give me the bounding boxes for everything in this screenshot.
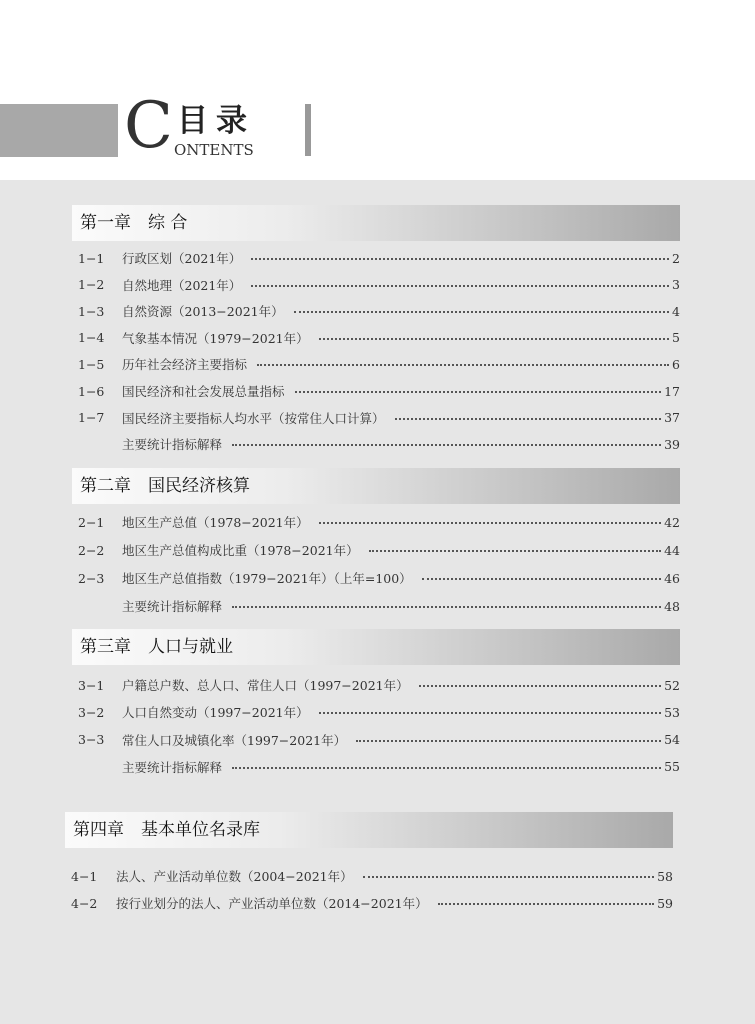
chapter-heading: 第一章 综 合	[72, 205, 680, 241]
toc-leader-dots	[319, 522, 661, 524]
toc-entry-page: 17	[664, 383, 680, 399]
toc-entry-page: 53	[664, 704, 680, 720]
toc-entry-page: 44	[664, 542, 680, 558]
contents-logo	[124, 89, 324, 163]
toc-entry[interactable]	[78, 248, 680, 268]
toc-entry-number: 1−7	[78, 410, 105, 426]
toc-entry-page: 2	[672, 250, 680, 266]
toc-entry[interactable]	[78, 354, 680, 374]
toc-entry-number: 4−2	[71, 895, 98, 911]
toc-entry[interactable]	[78, 328, 680, 348]
toc-entry-page: 52	[664, 677, 680, 693]
toc-entry-title: 自然地理（2021年）	[122, 277, 242, 293]
toc-entry-page: 5	[672, 330, 680, 346]
toc-leader-dots	[295, 391, 662, 393]
toc-entry-title: 按行业划分的法人、产业活动单位数（2014−2021年）	[116, 896, 428, 911]
toc-entry-page: 54	[664, 732, 680, 748]
toc-entry-title: 主要统计指标解释	[122, 437, 223, 453]
toc-entry-title: 法人、产业活动单位数（2004−2021年）	[116, 869, 353, 884]
toc-leader-dots	[251, 285, 669, 287]
toc-entry[interactable]	[78, 757, 680, 777]
toc-entry-page: 59	[657, 895, 673, 911]
toc-entry-title: 主要统计指标解释	[122, 599, 223, 614]
toc-entry-number: 2−1	[78, 514, 105, 530]
toc-entry-page: 4	[672, 303, 680, 319]
toc-leader-dots	[251, 258, 669, 260]
toc-leader-dots	[363, 876, 654, 878]
logo-letter-c: C	[124, 89, 173, 163]
toc-entry-page: 6	[672, 356, 680, 372]
toc-entry[interactable]	[78, 702, 680, 722]
toc-entry[interactable]	[78, 568, 680, 588]
toc-entry-page: 3	[672, 277, 680, 293]
toc-entry-title: 常住人口及城镇化率（1997−2021年）	[122, 732, 347, 748]
toc-entry-number: 3−3	[78, 732, 105, 748]
toc-entry[interactable]	[78, 301, 680, 321]
toc-leader-dots	[232, 767, 661, 769]
toc-entry[interactable]	[78, 512, 680, 532]
toc-leader-dots	[369, 550, 661, 552]
chapter-heading: 第二章 国民经济核算	[72, 468, 680, 504]
toc-leader-dots	[438, 903, 654, 905]
toc-entry[interactable]	[78, 434, 680, 454]
toc-leader-dots	[419, 685, 661, 687]
toc-entry[interactable]	[78, 381, 680, 401]
toc-leader-dots	[356, 740, 661, 742]
toc-entry[interactable]	[78, 596, 680, 616]
header-gray-tab	[0, 104, 118, 157]
toc-entry-number: 4−1	[71, 868, 98, 884]
toc-entry[interactable]	[71, 866, 673, 886]
toc-leader-dots	[319, 338, 669, 340]
logo-bar	[305, 104, 311, 156]
toc-leader-dots	[294, 311, 669, 313]
toc-entry-title: 国民经济和社会发展总量指标	[122, 384, 285, 399]
toc-leader-dots	[422, 578, 661, 580]
toc-leader-dots	[257, 364, 669, 366]
toc-entry-number: 1−3	[78, 303, 105, 319]
toc-entry-title: 行政区划（2021年）	[122, 251, 242, 266]
toc-leader-dots	[232, 606, 661, 608]
chapter-heading: 第四章 基本单位名录库	[65, 812, 673, 848]
toc-entry[interactable]	[78, 730, 680, 750]
toc-entry-title: 气象基本情况（1979−2021年）	[122, 330, 309, 346]
page-title-english: ONTENTS	[174, 141, 254, 159]
toc-leader-dots	[395, 418, 662, 420]
toc-entry-number: 3−2	[78, 704, 105, 720]
toc-leader-dots	[232, 444, 661, 446]
toc-entry-title: 地区生产总值构成比重（1978−2021年）	[122, 543, 359, 558]
toc-entry-number: 1−2	[78, 277, 105, 293]
toc-entry[interactable]	[78, 275, 680, 295]
toc-entry-number: 1−6	[78, 383, 105, 399]
toc-entry-title: 人口自然变动（1997−2021年）	[122, 705, 309, 721]
toc-entry-number: 2−2	[78, 542, 105, 558]
toc-entry[interactable]	[71, 893, 673, 913]
toc-entry[interactable]	[78, 408, 680, 428]
toc-entry-number: 1−5	[78, 356, 105, 372]
toc-entry[interactable]	[78, 540, 680, 560]
toc-entry-number: 3−1	[78, 677, 105, 693]
toc-leader-dots	[319, 712, 661, 714]
toc-entry-title: 主要统计指标解释	[122, 759, 223, 775]
toc-entry-title: 地区生产总值指数（1979−2021年）（上年=100）	[122, 571, 412, 586]
toc-entry-title: 自然资源（2013−2021年）	[122, 304, 284, 320]
toc-entry-page: 39	[664, 436, 680, 452]
toc-entry-page: 46	[664, 570, 680, 586]
chapter-heading: 第三章 人口与就业	[72, 629, 680, 665]
toc-entry-title: 户籍总户数、总人口、常住人口（1997−2021年）	[122, 678, 409, 693]
toc-entry-page: 55	[664, 759, 680, 775]
toc-entry-page: 42	[664, 514, 680, 530]
toc-entry-number: 1−1	[78, 250, 105, 266]
toc-entry-title: 国民经济主要指标人均水平（按常住人口计算）	[122, 410, 385, 426]
page-title: 目录	[177, 103, 255, 139]
toc-entry-page: 48	[664, 598, 680, 614]
toc-entry-number: 1−4	[78, 330, 105, 346]
toc-entry-page: 37	[664, 410, 680, 426]
toc-entry-number: 2−3	[78, 570, 105, 586]
toc-entry[interactable]	[78, 675, 680, 695]
toc-entry-page: 58	[657, 868, 673, 884]
toc-entry-title: 地区生产总值（1978−2021年）	[122, 515, 309, 530]
toc-entry-title: 历年社会经济主要指标	[122, 357, 248, 373]
